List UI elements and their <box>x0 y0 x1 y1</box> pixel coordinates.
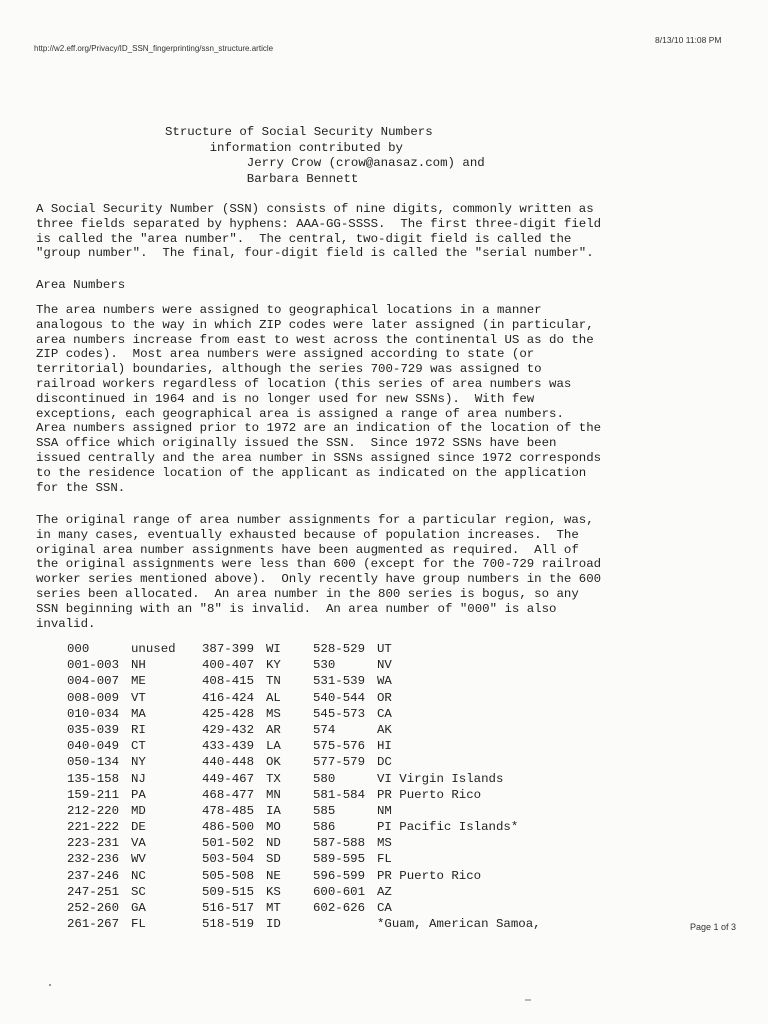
area-location: KS <box>266 884 281 899</box>
area-location: WV <box>131 852 146 867</box>
area-location: MS <box>266 706 281 721</box>
title-line-1: Structure of Social Security Numbers <box>165 125 433 139</box>
area-range: 000 <box>67 642 90 656</box>
area-location: GA <box>131 901 146 915</box>
area-location: ND <box>266 836 281 851</box>
area-location: DE <box>131 820 146 835</box>
area-location: AR <box>266 722 281 737</box>
area-location: CA <box>377 901 392 915</box>
area-location: MS <box>377 836 392 851</box>
area-location: WA <box>377 674 392 689</box>
area-range: 035-039 <box>67 722 120 737</box>
area-location: TX <box>266 771 281 786</box>
area-range: 237-246 <box>67 868 120 883</box>
area-range: 528-529 <box>313 642 366 656</box>
area-location: SD <box>266 852 281 867</box>
area-location: LA <box>266 739 281 754</box>
area-range: 586 <box>313 820 336 835</box>
area-location: PR Puerto Rico <box>377 868 482 883</box>
area-location: unused <box>131 642 176 656</box>
area-location: NV <box>377 658 392 673</box>
area-range: 247-251 <box>67 884 120 899</box>
print-datetime: 8/13/10 11:08 PM <box>655 35 722 45</box>
area-range: 221-222 <box>67 820 120 835</box>
area-numbers-paragraph-2: The original range of area number assignments for a particular region, was, in many cases, eventually exhausted because of population increases. The original area number assignments have been augmented as required. All of the original assignments were less than 600 (except for the 700-729 railroad worker series mentioned above). Only recently have group numbers in the 600 series been allocated. An area number in the 800 series is bogus, so any SSN beginning with an "8" is invalid. An area number of "000" is also invalid. <box>36 513 602 631</box>
area-range: 486-500 <box>202 820 255 835</box>
area-location: OK <box>266 755 281 770</box>
area-numbers-paragraph-1: The area numbers were assigned to geographical locations in a manner analogous to the way in which ZIP codes were later assigned (in particular, area numbers increase from east to west across the continental US as do the ZIP codes). Most area numbers were assigned according to state (or territorial) boundaries, although the series 700-729 was assigned to railroad workers regardless of location (this series of area numbers was discontinued in 1964 and is no longer used for new SSNs). With few exceptions, each geographical area is assigned a range of area numbers. Area numbers assigned prior to 1972 are an indication of the location of the SSA office which originally issued the SSN. Since 1972 SSNs have been issued centrally and the area number in SSNs assigned since 1972 corresponds to the residence location of the applicant as indicated on the application for the SSN. <box>36 303 602 495</box>
page-number: Page 1 of 3 <box>690 922 737 932</box>
area-range: 602-626 <box>313 901 366 915</box>
title-line-3: Jerry Crow (crow@anasaz.com) and <box>165 156 485 171</box>
area-location: MN <box>266 787 281 802</box>
title-line-4: Barbara Bennett <box>165 171 359 186</box>
area-range: 449-467 <box>202 771 255 786</box>
area-range: 223-231 <box>67 836 120 851</box>
area-location: DC <box>377 755 392 770</box>
area-location: HI <box>377 739 392 754</box>
area-location: NE <box>266 868 281 883</box>
area-range: 577-579 <box>313 755 366 770</box>
area-location: PR Puerto Rico <box>377 787 482 802</box>
area-range: 530 <box>313 658 336 673</box>
area-range: 516-517 <box>202 901 255 915</box>
area-range: 574 <box>313 722 336 737</box>
source-url: http://w2.eff.org/Privacy/ID_SSN_fingerprinting/ssn_structure.article <box>34 44 274 53</box>
area-location: NY <box>131 755 146 770</box>
area-location: SC <box>131 884 146 899</box>
area-range: 050-134 <box>67 755 120 770</box>
area-location: *Guam, American Samoa, <box>377 917 541 932</box>
area-range: 400-407 <box>202 658 255 673</box>
area-location: MO <box>266 820 281 835</box>
area-range: 575-576 <box>313 739 366 754</box>
area-location: AK <box>377 722 392 737</box>
area-range: 600-601 <box>313 884 366 899</box>
area-range: 440-448 <box>202 755 255 770</box>
area-location: WI <box>266 642 281 656</box>
area-location: MT <box>266 901 281 915</box>
area-location: VI Virgin Islands <box>377 771 504 786</box>
area-location: TN <box>266 674 281 689</box>
area-range: 433-439 <box>202 739 255 754</box>
area-range: 540-544 <box>313 690 366 705</box>
area-location: VA <box>131 836 146 851</box>
area-location: FL <box>131 917 146 932</box>
section-heading-area-numbers: Area Numbers <box>36 278 126 292</box>
area-location: NM <box>377 803 392 818</box>
area-range: 425-428 <box>202 706 255 721</box>
area-location: AZ <box>377 884 392 899</box>
area-range: 518-519 <box>202 917 255 932</box>
area-range: 509-515 <box>202 884 255 899</box>
area-location: PI Pacific Islands* <box>377 820 519 835</box>
area-range: 135-158 <box>67 771 120 786</box>
area-location: OR <box>377 690 392 705</box>
intro-paragraph: A Social Security Number (SSN) consists of nine digits, commonly written as three fields separated by hyphens: AAA-GG-SSSS. The first three-digit field is called the "area number". The central, two-digit field is called the "group number". The final, four-digit field is called the "serial number". <box>36 202 602 261</box>
area-location: NJ <box>131 771 146 786</box>
area-range: 545-573 <box>313 706 366 721</box>
area-location: KY <box>266 658 281 673</box>
area-range: 589-595 <box>313 852 366 867</box>
area-range: 004-007 <box>67 674 120 689</box>
scan-speck <box>49 984 51 986</box>
area-range: 581-584 <box>313 787 366 802</box>
area-range: 408-415 <box>202 674 255 689</box>
area-range: 159-211 <box>67 787 120 802</box>
area-range: 587-588 <box>313 836 366 851</box>
area-range: 429-432 <box>202 722 255 737</box>
area-range: 531-539 <box>313 674 366 689</box>
area-range: 252-260 <box>67 901 120 915</box>
area-range: 505-508 <box>202 868 255 883</box>
area-range: 416-424 <box>202 690 255 705</box>
area-location: IA <box>266 803 281 818</box>
area-range: 010-034 <box>67 706 120 721</box>
area-range: 001-003 <box>67 658 120 673</box>
area-location: AL <box>266 690 281 705</box>
area-location: CA <box>377 706 392 721</box>
area-range: 580 <box>313 771 336 786</box>
area-location: NC <box>131 868 146 883</box>
area-range: 503-504 <box>202 852 255 867</box>
area-range: 478-485 <box>202 803 255 818</box>
area-range: 585 <box>313 803 336 818</box>
area-location: FL <box>377 852 392 867</box>
area-range: 501-502 <box>202 836 255 851</box>
area-range: 468-477 <box>202 787 255 802</box>
area-location: ID <box>266 917 281 932</box>
area-range: 387-399 <box>202 642 255 656</box>
area-range: 212-220 <box>67 803 120 818</box>
area-location: CT <box>131 739 146 754</box>
area-location: VT <box>131 690 146 705</box>
area-location: ME <box>131 674 146 689</box>
area-location: RI <box>131 722 146 737</box>
area-location: MD <box>131 803 146 818</box>
area-location: UT <box>377 642 392 656</box>
area-range: 040-049 <box>67 739 120 754</box>
area-range: 232-236 <box>67 852 120 867</box>
area-location: NH <box>131 658 146 673</box>
area-range: 596-599 <box>313 868 366 883</box>
area-range: 261-267 <box>67 917 120 932</box>
title-line-2: information contributed by <box>165 140 403 155</box>
area-range: 008-009 <box>67 690 120 705</box>
area-location: PA <box>131 787 146 802</box>
area-location: MA <box>131 706 146 721</box>
